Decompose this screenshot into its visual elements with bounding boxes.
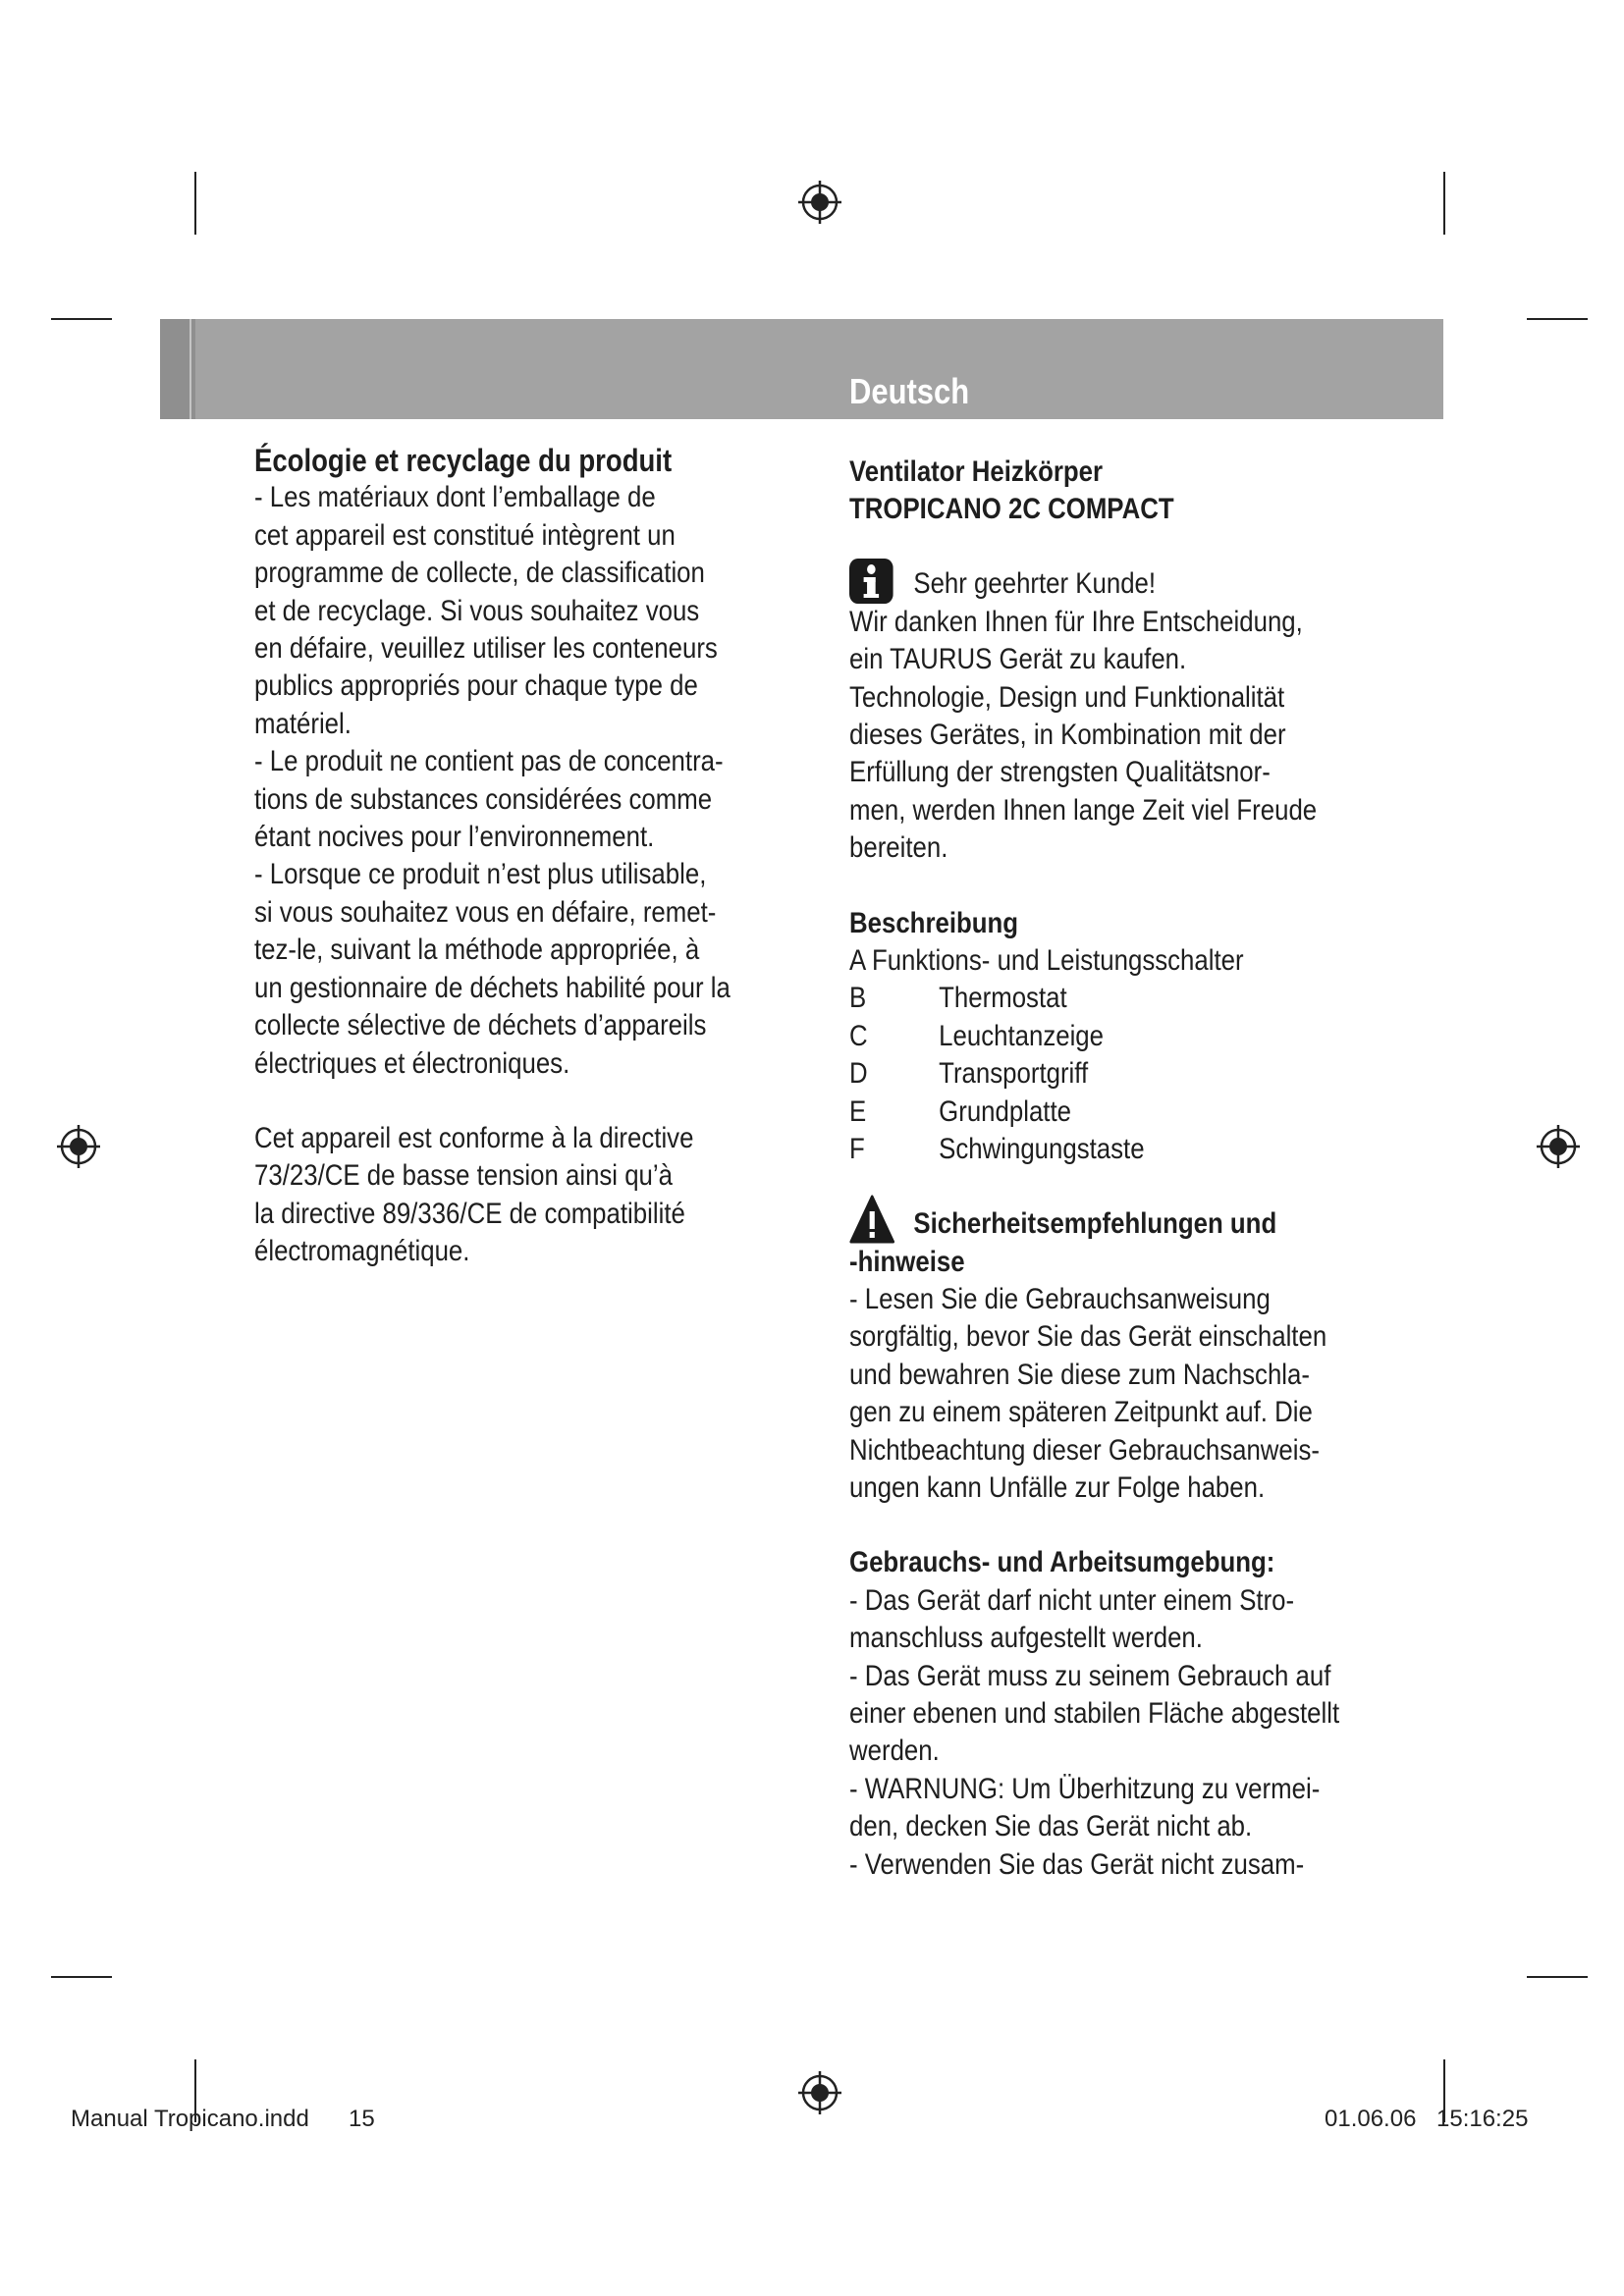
header-band-divider: [189, 319, 191, 419]
description-item: [849, 980, 1323, 1017]
conformity-line: électromagnétique.: [254, 1235, 470, 1268]
conformity-line: Cet appareil est conforme à la directive: [254, 1121, 694, 1154]
safety-line: ungen kann Unfälle zur Folge haben.: [849, 1470, 1266, 1504]
description-label: Transportgriff: [939, 1057, 1089, 1091]
crop-mark-top-left: [194, 172, 196, 235]
safety-line: und bewahren Sie diese zum Nachschla-: [849, 1358, 1310, 1391]
crop-mark-right-top: [1527, 318, 1588, 320]
registration-mark-icon: [1535, 1123, 1582, 1170]
description-heading: Beschreibung: [849, 906, 1019, 939]
left-line: - Lorsque ce produit n’est plus utilisable,: [254, 858, 707, 891]
description-item: [849, 1018, 1323, 1055]
left-line: - Le produit ne contient pas de concentra-: [254, 745, 724, 778]
greeting: Sehr geehrter Kunde!: [913, 567, 1157, 601]
spacer: [254, 1083, 761, 1120]
description-letter: C: [849, 1019, 868, 1052]
safety-line: Nichtbeachtung dieser Gebrauchsanweis-: [849, 1433, 1321, 1467]
intro-line: bereiten.: [849, 831, 948, 865]
safety-heading-cont: -hinweise: [849, 1245, 965, 1278]
environment-line: - Verwenden Sie das Gerät nicht zusam-: [849, 1847, 1305, 1881]
crop-mark-left-bottom: [51, 1976, 112, 1978]
right-column: [849, 454, 1340, 1884]
footer-date: 01.06.06: [1325, 2106, 1417, 2132]
intro-line: Wir danken Ihnen für Ihre Entscheidung,: [849, 605, 1303, 638]
description-item: [849, 1055, 1323, 1093]
environment-line: - Das Gerät darf nicht unter einem Stro-: [849, 1583, 1295, 1617]
crop-mark-right-bottom: [1527, 1976, 1588, 1978]
language-title: Deutsch: [849, 371, 970, 411]
warning-icon: [849, 1195, 913, 1244]
left-line: publics appropriés pour chaque type de: [254, 669, 698, 703]
spacer: [849, 1169, 1323, 1195]
description-letter: B: [849, 982, 867, 1015]
greeting-row: [849, 559, 1323, 604]
intro-line: dieses Gerätes, in Kombination mit der: [849, 719, 1286, 752]
crop-mark-left-top: [51, 318, 112, 320]
safety-line: - Lesen Sie die Gebrauchsanweisung: [849, 1282, 1271, 1315]
left-line: cet appareil est constitué intègrent un: [254, 518, 676, 552]
registration-mark-icon: [55, 1123, 102, 1170]
environment-heading: Gebrauchs- und Arbeitsumgebung:: [849, 1546, 1275, 1579]
description-label: Thermostat: [939, 982, 1067, 1015]
registration-mark-icon: [796, 2069, 843, 2116]
environment-line: den, decken Sie das Gerät nicht ab.: [849, 1810, 1253, 1843]
description-item: [849, 1094, 1323, 1131]
product-title: Ventilator Heizkörper: [849, 455, 1104, 488]
conformity-line: la directive 89/336/CE de compatibilité: [254, 1197, 685, 1230]
left-line: collecte sélective de déchets d’appareils: [254, 1009, 707, 1042]
safety-heading: Sicherheitsempfehlungen und: [913, 1207, 1277, 1241]
intro-line: Erfüllung der strengsten Qualitätsnor-: [849, 756, 1271, 789]
left-line: étant nocives pour l’environnement.: [254, 821, 655, 854]
description-label: Leuchtanzeige: [939, 1019, 1105, 1052]
description-item: [849, 1131, 1323, 1168]
description-letter: E: [849, 1095, 867, 1128]
description-item-a: A Funktions- und Leistungsschalter: [849, 944, 1244, 978]
spacer: [849, 529, 1323, 559]
description-letter: F: [849, 1133, 865, 1166]
registration-mark-icon: [796, 179, 843, 226]
environment-line: manschluss aufgestellt werden.: [849, 1622, 1203, 1655]
left-line: électriques et électroniques.: [254, 1046, 570, 1080]
product-model: TROPICANO 2C COMPACT: [849, 493, 1174, 526]
left-line: programme de collecte, de classification: [254, 557, 705, 590]
left-line: et de recyclage. Si vous souhaitez vous: [254, 594, 700, 627]
safety-line: sorgfältig, bevor Sie das Gerät einschalten: [849, 1320, 1327, 1354]
intro-line: Technologie, Design und Funktionalität: [849, 680, 1285, 714]
language-header-band: [160, 319, 1443, 419]
spacer: [849, 1507, 1323, 1544]
description-letter: D: [849, 1057, 868, 1091]
left-line: en défaire, veuillez utiliser les conteneurs: [254, 632, 718, 666]
intro-line: men, werden Ihnen lange Zeit viel Freude: [849, 793, 1318, 827]
left-line: si vous souhaitez vous en défaire, remet-: [254, 895, 717, 929]
footer-file-label: Manual Tropicano.indd: [71, 2106, 309, 2132]
left-line: un gestionnaire de déchets habilité pour la: [254, 971, 731, 1004]
environment-line: - Das Gerät muss zu seinem Gebrauch auf: [849, 1659, 1331, 1692]
safety-line: gen zu einem späteren Zeitpunkt auf. Die: [849, 1396, 1313, 1429]
safety-heading-row: [849, 1195, 1323, 1244]
left-line: - Les matériaux dont l’emballage de: [254, 481, 656, 514]
intro-line: ein TAURUS Gerät zu kaufen.: [849, 643, 1187, 676]
environment-line: einer ebenen und stabilen Fläche abgestellt: [849, 1696, 1340, 1730]
left-heading: Écologie et recyclage du produit: [254, 443, 673, 478]
environment-line: - WARNUNG: Um Überhitzung zu vermei-: [849, 1772, 1321, 1805]
left-line: tions de substances considérées comme: [254, 782, 713, 816]
footer-time: 15:16:25: [1436, 2106, 1529, 2132]
info-icon: [849, 559, 913, 604]
footer-page-number: 15: [349, 2106, 375, 2132]
crop-mark-top-right: [1443, 172, 1445, 235]
description-label: Grundplatte: [939, 1095, 1071, 1128]
left-column: [254, 442, 761, 1271]
environment-line: werden.: [849, 1735, 940, 1768]
conformity-line: 73/23/CE de basse tension ainsi qu’à: [254, 1159, 673, 1193]
description-label: Schwingungstaste: [939, 1133, 1145, 1166]
left-line: tez-le, suivant la méthode appropriée, à: [254, 934, 700, 967]
spacer: [849, 868, 1323, 905]
left-line: matériel.: [254, 707, 352, 740]
